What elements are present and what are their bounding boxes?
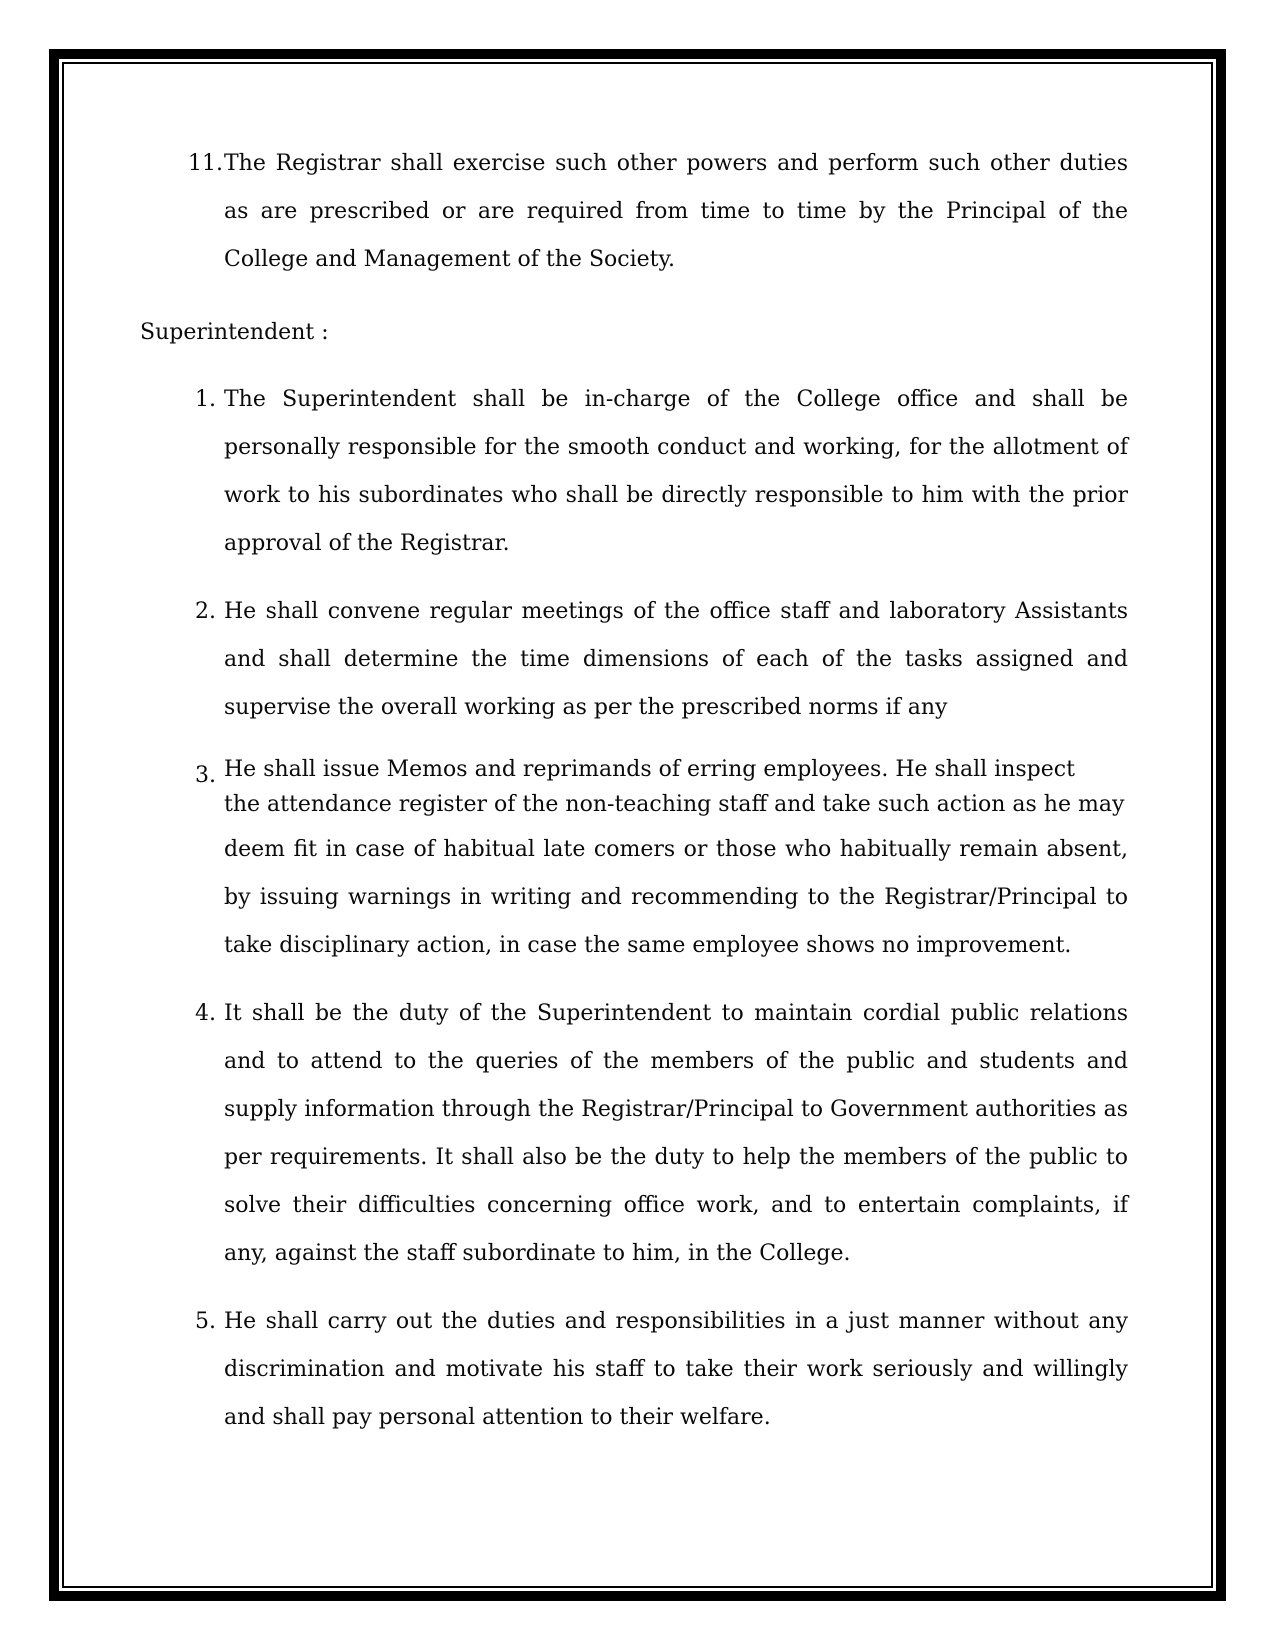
duty-item-text	[224, 588, 1128, 732]
page-border-frame	[49, 49, 1226, 1601]
duty-item-number: 3.	[195, 763, 216, 788]
duty-text-segment: The Superintendent shall be in-charge of the College office and shall be personally responsible for the smooth conduct and working, for the allotment of work to his subordinates who shall be directly responsible to him with the prior approval of the Registrar.	[224, 387, 1128, 556]
duty-item-text	[224, 990, 1128, 1278]
page-border-inner-line	[62, 62, 1213, 1588]
section-heading: Superintendent :	[140, 320, 329, 345]
duty-text-segment-tight: He shall issue Memos and reprimands of erring employees. He shall inspect the attendance register of the non-teaching staff and take such action as he may	[224, 757, 1125, 817]
duty-text-segment: He shall convene regular meetings of the office staff and laboratory Assistants and shall determine the time dimensions of each of the tasks assigned and supervise the overall working as per the prescribed norms if any	[224, 599, 1128, 720]
intro-item-number: 11.	[188, 151, 223, 176]
duty-item	[140, 376, 1128, 568]
duty-item	[140, 588, 1128, 732]
duty-text-segment: He shall carry out the duties and responsibilities in a just manner without any discrimination and motivate his staff to take their work seriously and willingly and shall pay personal attention to their welfare.	[224, 1309, 1128, 1430]
duty-item	[140, 752, 1128, 970]
intro-item-text: The Registrar shall exercise such other powers and perform such other duties as are prescribed or are required from time to time by the Principal of the College and Management of the Society.	[224, 151, 1128, 272]
duty-text-segment: deem fit in case of habitual late comers or those who habitually remain absent, by issuing warnings in writing and recommending to the Registrar/Principal to take disciplinary action, in case the same employee shows no improvement.	[224, 837, 1128, 958]
document-content	[64, 64, 1211, 1586]
duty-item-text	[224, 376, 1128, 568]
duty-item-number: 2.	[195, 599, 216, 624]
duty-text-segment: It shall be the duty of the Superintendent to maintain cordial public relations and to attend to the queries of the members of the public and students and supply information through the Registrar/Principal to Government authorities as per requirements. It shall also be the duty to help the members of the public to solve their difficulties concerning office work, and to entertain complaints, if any, against the staff subordinate to him, in the College.	[224, 1001, 1128, 1266]
duty-item-number: 1.	[195, 387, 216, 412]
duty-item-number: 4.	[195, 1001, 216, 1026]
duty-item-text	[224, 1298, 1128, 1442]
duty-item	[140, 990, 1128, 1278]
duty-item	[140, 1298, 1128, 1442]
duty-item-number: 5.	[195, 1309, 216, 1334]
intro-list-item	[140, 140, 1128, 284]
duty-item-text	[224, 752, 1128, 970]
duties-list	[140, 376, 1128, 1442]
